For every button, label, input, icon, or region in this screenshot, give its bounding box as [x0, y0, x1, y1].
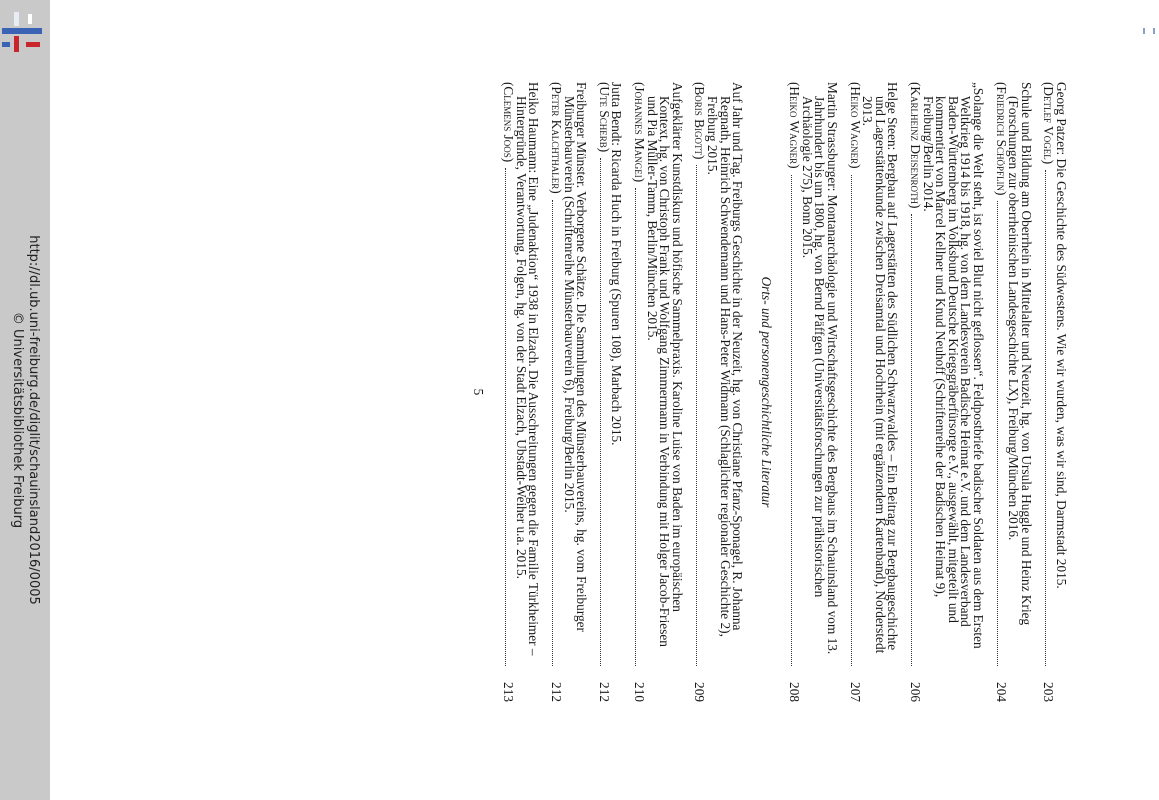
- list-item: [787, 82, 841, 702]
- list-item: [994, 82, 1032, 702]
- entry-page-number: 208: [787, 682, 803, 702]
- dot-leader: [505, 168, 506, 666]
- entry-reviewer: (Heiko Wagner): [787, 82, 803, 169]
- entry-page-number: 209: [692, 682, 708, 702]
- list-item: [692, 82, 746, 702]
- copyright-notice: © Universitätsbibliothek Freiburg: [10, 311, 25, 529]
- viewer-sidebar: [0, 0, 50, 800]
- list-item: [1042, 82, 1067, 702]
- dot-leader: [635, 188, 636, 666]
- entry-reviewer: (Ute Scherb): [596, 82, 612, 153]
- entry-page-number: 204: [993, 682, 1009, 702]
- source-url-caption: [9, 235, 41, 605]
- list-item: [502, 82, 540, 702]
- entry-page-number: 213: [501, 682, 517, 702]
- entry-page-number: 207: [847, 682, 863, 702]
- dot-leader: [552, 200, 553, 666]
- entry-text: Freiburger Münster. Verborgene Schätze. Die Sammlungen des Münsterbauvereins, hg. vom Freiburger Münsterbauverein (Schriftenreihe Münsterbauverein 6), Freiburg/Berlin 2015.: [561, 82, 590, 632]
- entry-page-number: 203: [1041, 682, 1057, 702]
- corner-mark-icon: [1143, 28, 1155, 34]
- list-item: [631, 82, 685, 702]
- list-item: [549, 82, 590, 702]
- dot-leader: [851, 175, 852, 666]
- dot-leader: [997, 201, 998, 666]
- list-item: [596, 82, 625, 702]
- entry-text: Heiko Haumann: Eine „Judenaktion“ 1938 in Elzach. Die Ausschreitungen gegen die Familie Türkheimer – Hintergründe, Verantwortung, Folgen, hg. von der Stadt Elzach, Ubstadt-Weiher u.a. 2015.: [513, 82, 542, 656]
- entry-text: Aufgeklärter Kunstdiskurs und höfische Sammelpraxis. Karoline Luise von Baden im europäischen Kontext, hg. von Christoph Frank und Wolfgang Zimmermann in Verbindung mit Holger Jacob-Friesen und Pia Müller-Tamm, Berlin/München 2015.: [644, 82, 685, 647]
- list-item: [908, 82, 987, 702]
- entry-reviewer: (Johannes Mangei): [631, 82, 647, 183]
- entry-reviewer: (Clemens Joos): [501, 82, 517, 163]
- source-url[interactable]: http://dl.ub.uni-freiburg.de/diglit/schauinsland2016/0005: [26, 235, 41, 605]
- dot-leader: [696, 165, 697, 666]
- entry-reviewer: (Peter Kalchthaler): [549, 82, 564, 194]
- dot-leader: [791, 175, 792, 666]
- university-logo-icon: [0, 8, 44, 52]
- scanned-page: [57, 82, 1067, 702]
- entry-page-number: 210: [631, 682, 647, 702]
- section-heading: Orts- und personengeschichtliche Literatur: [758, 276, 774, 508]
- entry-text: Auf Jahr und Tag. Freiburgs Geschichte in der Neuzeit, hg. von Christiane Pfanz-Sponagel, R. Johanna Regnath, Heinrich Schwendemann und Hans-Peter Widmann (Schlaglichter regionaler Geschichte 2), Freiburg 2015.: [704, 82, 746, 637]
- entry-text: Helge Steen: Bergbau auf Lagerstätten des Südlichen Schwarzwaldes – Ein Beitrag zur Bergbaugeschichte und Lagerstättenkunde zwischen Dreisamtal und Hochrhein (mit ergänzendem Kartenband), Norderstedt 2013.: [860, 82, 901, 654]
- entry-text: Jutta Bendt: Ricarda Huch in Freiburg (Spuren 108), Marbach 2015.: [609, 82, 625, 446]
- entry-text: „Solange die Welt steht, ist soviel Blut nicht geflossen“. Feldpostbriefe badischer Soldaten aus dem Ersten Weltkrieg 1914 bis 1918, hg. von dem Landesverein Badische Heimat e.V. und dem Landesverband Baden-Württemberg im Volksbund Deutsche Kriegsgräberfürsorge e.V., ausgewählt, mitgeteilt und kommentiert von Marcel Kellner und Knud Neuhoff (Schriftenreihe der Badischen Heimat 9), Freiburg/Berlin 2014.: [920, 82, 987, 649]
- entry-text: Schule und Bildung am Oberrhein in Mittelalter und Neuzeit, hg. von Ursula Huggle und Heinz Krieg (Forschungen zur oberrheinischen Landesgeschichte LX), Freiburg/München 2016.: [1006, 82, 1034, 626]
- dot-leader: [1045, 170, 1046, 666]
- entry-page-number: 206: [908, 682, 924, 702]
- entry-page-number: 212: [549, 682, 564, 702]
- entry-reviewer: (Friedrich Schöpflin): [993, 82, 1009, 196]
- entry-page-number: 212: [596, 682, 612, 702]
- entry-reviewer: (Detlef Vogel): [1041, 82, 1057, 165]
- dot-leader: [600, 158, 601, 666]
- dot-leader: [911, 214, 912, 666]
- page-number: 5: [470, 388, 486, 396]
- entry-reviewer: (Boris Bigott): [692, 82, 708, 160]
- list-item: [847, 82, 901, 702]
- entry-text: Martin Strassburger: Montanarchäologie und Wirtschaftsgeschichte des Bergbaus im Schauinsland vom 13. Jahrhundert bis um 1800, hg. von Bernd Päffgen (Universitätsforschungen zur prähistorischen Archäologie 275), Bonn 2015.: [799, 82, 841, 655]
- entry-reviewer: (Karlheinz Deisenroth): [908, 82, 924, 209]
- contents-list: [502, 82, 1067, 702]
- entry-text: Georg Patzer: Die Geschichte des Südwestens. Wie wir wurden, was wir sind, Darmstadt 2015.: [1054, 82, 1069, 589]
- entry-reviewer: (Heiko Wagner): [847, 82, 863, 169]
